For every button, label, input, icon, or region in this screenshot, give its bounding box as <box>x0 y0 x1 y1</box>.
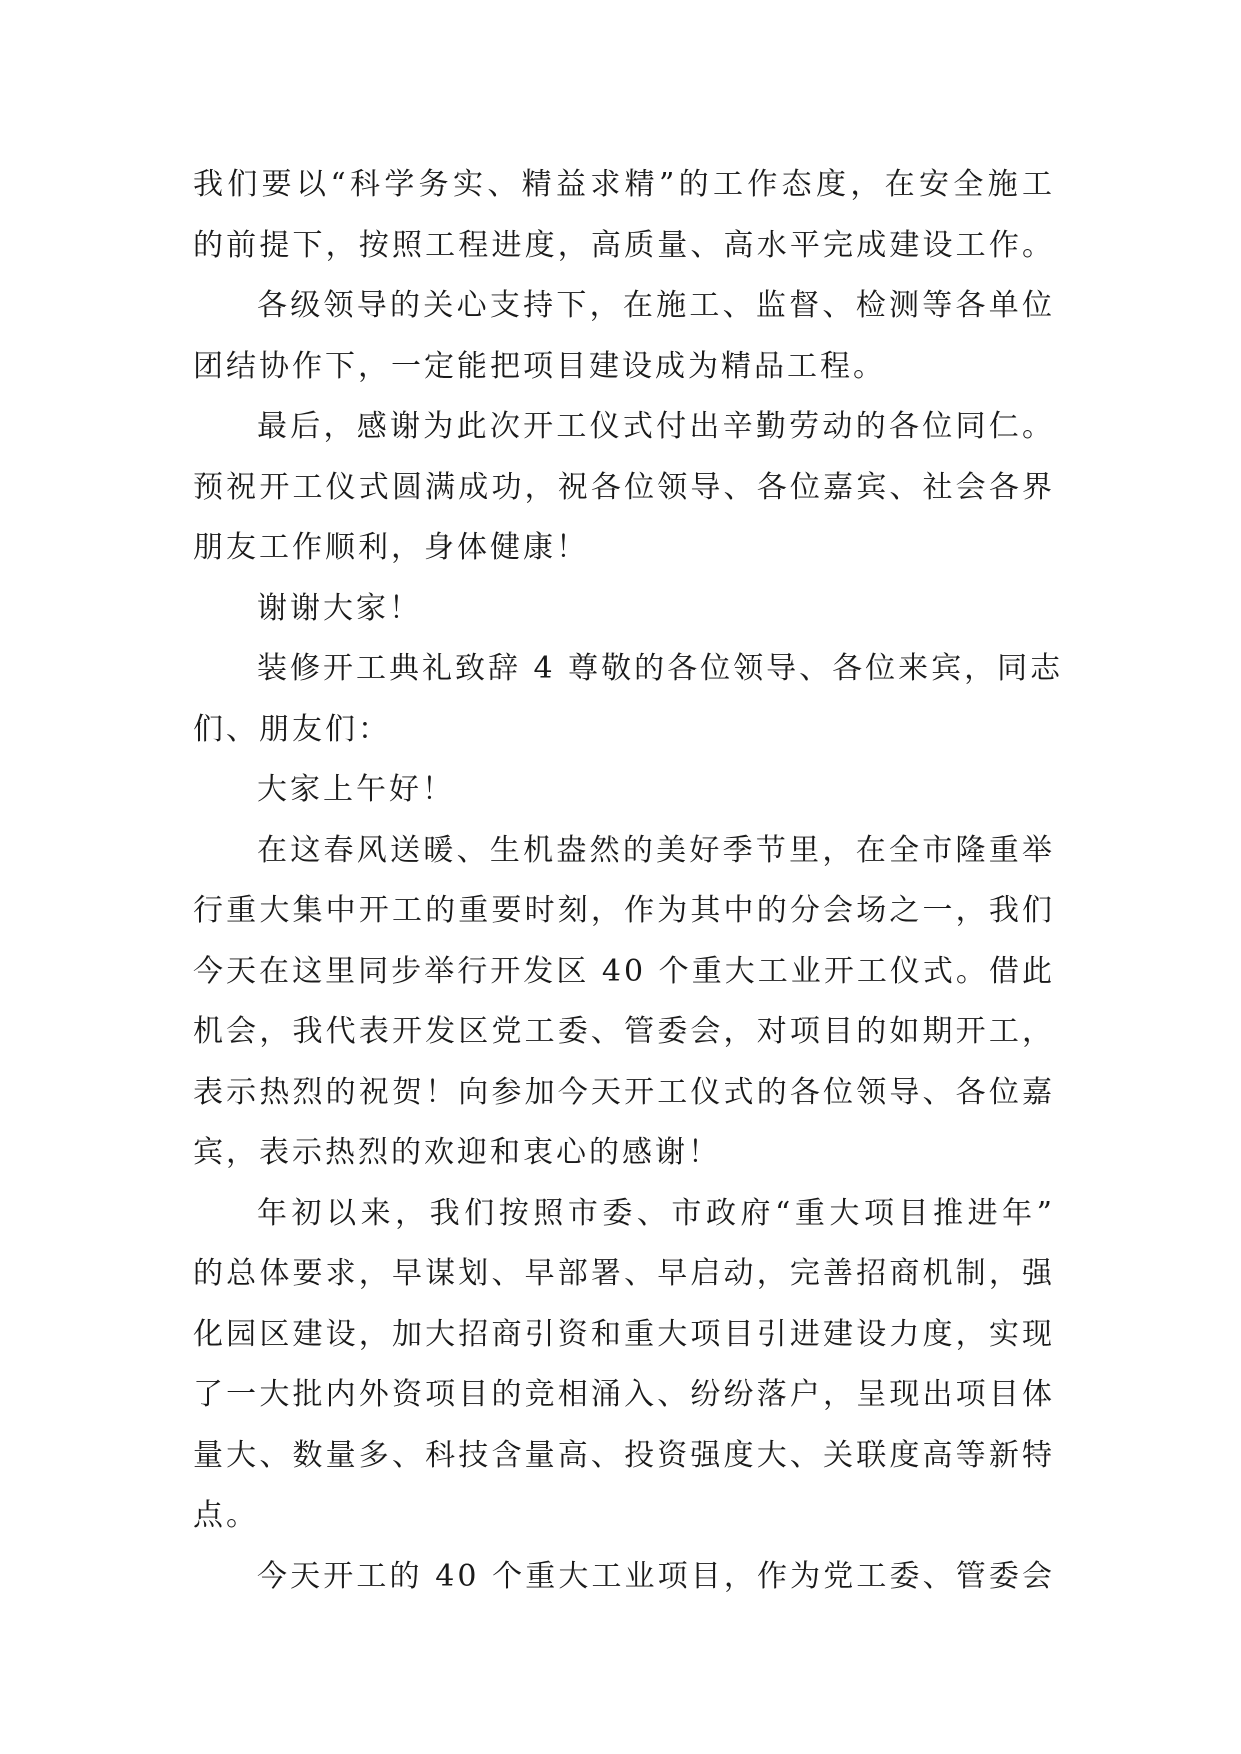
text-line: 表示热烈的祝贺！向参加今天开工仪式的各位领导、各位嘉 <box>193 1074 1055 1110</box>
text-line: 了一大批内外资项目的竞相涌入、纷纷落户，呈现出项目体 <box>193 1377 1055 1412</box>
text-line: 机会，我代表开发区党工委、管委会，对项目的如期开工， <box>193 1014 1055 1049</box>
text-line: 化园区建设，加大招商引资和重大项目引进建设力度，实现 <box>193 1316 1055 1352</box>
paragraph-first-line: 最后，感谢为此次开工仪式付出辛勤劳动的各位同仁。 <box>257 409 1055 444</box>
text-line: 朋友工作顺利，身体健康！ <box>193 530 589 565</box>
paragraph-first-line: 今天开工的 40 个重大工业项目，作为党工委、管委会 <box>257 1558 1055 1594</box>
text-line: 行重大集中开工的重要时刻，作为其中的分会场之一，我们 <box>193 893 1055 928</box>
text-line: 的总体要求，早谋划、早部署、早启动，完善招商机制，强 <box>193 1256 1055 1291</box>
text-line: 宾，表示热烈的欢迎和衷心的感谢！ <box>193 1135 721 1170</box>
paragraph-first-line: 谢谢大家！ <box>257 590 422 626</box>
text-line: 量大、数量多、科技含量高、投资强度大、关联度高等新特 <box>193 1437 1055 1473</box>
paragraph-first-line: 在这春风送暖、生机盎然的美好季节里，在全市隆重举 <box>257 832 1055 868</box>
text-line: 今天在这里同步举行开发区 40 个重大工业开工仪式。借此 <box>193 953 1055 989</box>
paragraph-first-line: 大家上午好！ <box>257 772 455 807</box>
paragraph-first-line: 各级领导的关心支持下，在施工、监督、检测等各单位 <box>257 288 1055 323</box>
paragraph-first-line: 装修开工典礼致辞 4 尊敬的各位领导、各位来宾，同志 <box>257 651 1064 686</box>
text-line: 点。 <box>193 1498 259 1533</box>
text-line: 预祝开工仪式圆满成功，祝各位领导、各位嘉宾、社会各界 <box>193 469 1055 505</box>
text-line: 团结协作下，一定能把项目建设成为精品工程。 <box>193 348 886 384</box>
text-line: 们、朋友们： <box>193 711 391 747</box>
paragraph-first-line: 年初以来，我们按照市委、市政府“重大项目推进年” <box>257 1195 1055 1231</box>
text-line: 的前提下，按照工程进度，高质量、高水平完成建设工作。 <box>193 227 1055 263</box>
document-body <box>193 155 1064 1607</box>
text-line: 我们要以“科学务实、精益求精”的工作态度，在安全施工 <box>193 167 1055 202</box>
